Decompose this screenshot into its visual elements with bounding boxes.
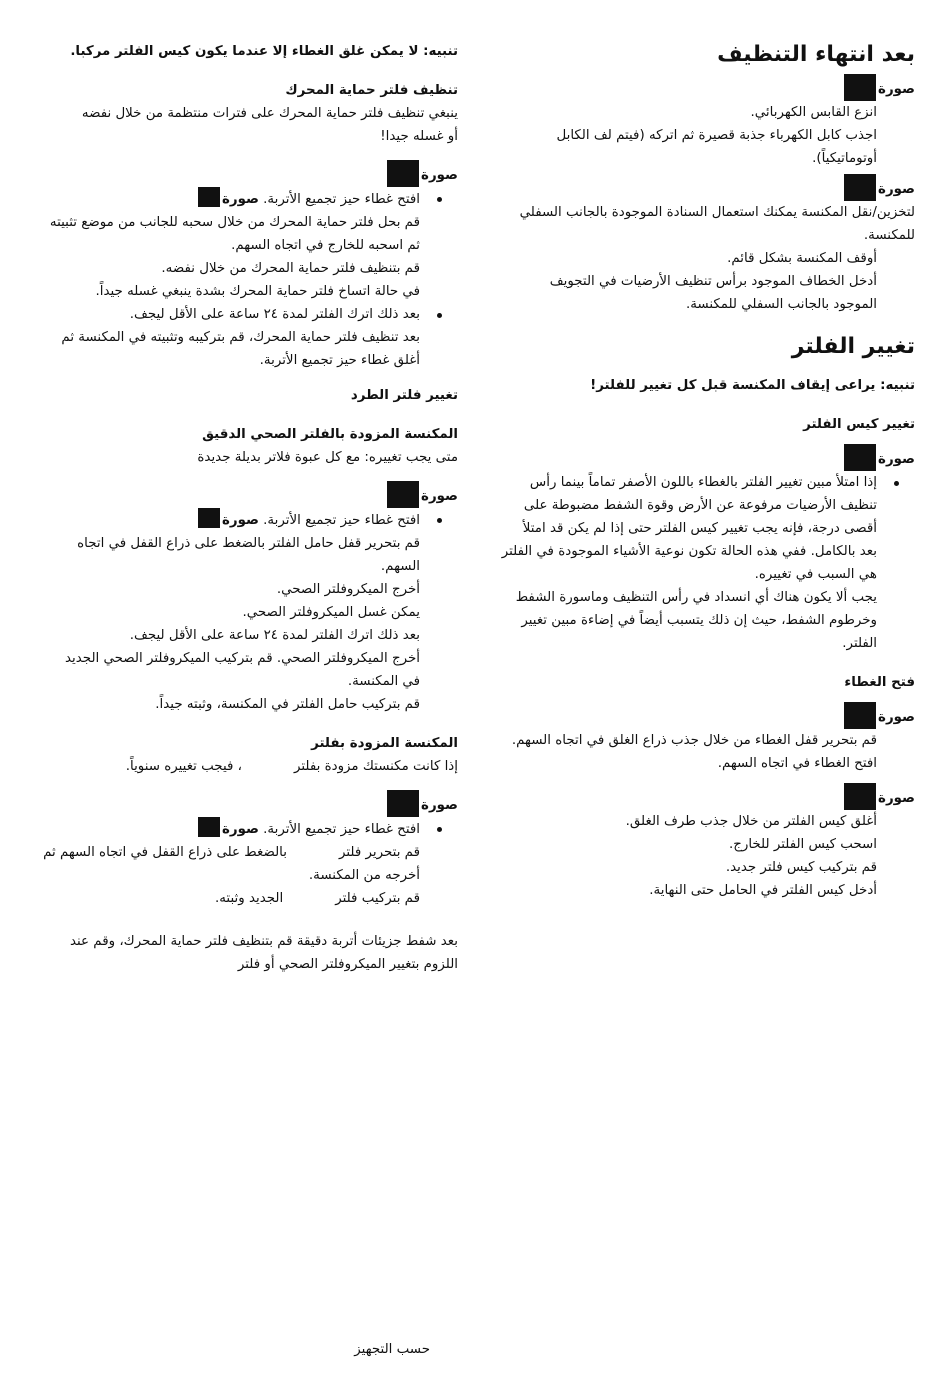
paragraph: لتخزين/نقل المكنسة يمكنك استعمال السنادة الموجودة بالجانب السفلي bbox=[519, 205, 915, 220]
figure-image-placeholder bbox=[844, 174, 876, 201]
figure-image-placeholder bbox=[844, 783, 876, 810]
figure-image-placeholder bbox=[844, 74, 876, 101]
paragraph: أغلق غطاء حيز تجميع الأتربة. bbox=[259, 353, 420, 368]
note-cover: تنبيه: لا يمكن غلق الغطاء إلا عندما يكون كيس الفلتر مركبا. bbox=[70, 44, 458, 59]
paragraph: الفلتر. bbox=[842, 636, 877, 651]
paragraph: أخرج الميكروفلتر الصحي. bbox=[276, 582, 420, 597]
title-after-cleaning: بعد انتهاء التنظيف bbox=[717, 42, 915, 67]
figure-image-placeholder bbox=[198, 817, 220, 837]
bullet-item: افتح غطاء حيز تجميع الأتربة. صورة bbox=[33, 508, 458, 532]
heading-bag-change: تغيير كيس الفلتر bbox=[803, 417, 915, 432]
figure-ref: صورة bbox=[33, 160, 458, 187]
bullet-item: افتح غطاء حيز تجميع الأتربة. صورة bbox=[33, 187, 458, 211]
bullet-item: افتح غطاء حيز تجميع الأتربة. صورة bbox=[33, 817, 458, 841]
figure-image-placeholder bbox=[387, 160, 419, 187]
figure-ref: صورة bbox=[487, 74, 915, 101]
paragraph: اجذب كابل الكهرباء جذبة قصيرة ثم اتركه (فيتم لف الكابل bbox=[556, 128, 877, 143]
paragraph: اسحب كيس الفلتر للخارج. bbox=[728, 837, 877, 852]
paragraph: السهم. bbox=[380, 559, 420, 574]
bullet-item: إذا امتلأ مبين تغيير الفلتر بالغطاء باللون الأصفر تماماً بينما رأس bbox=[487, 471, 915, 494]
paragraph: وخرطوم الشفط، حيث إن ذلك يتسبب أيضاً في إضاءة مبين تغيير bbox=[521, 613, 877, 628]
paragraph: أخرج الميكروفلتر الصحي. قم بتركيب الميكروفلتر الصحي الجديد bbox=[65, 651, 420, 666]
paragraph: يمكن غسل الميكروفلتر الصحي. bbox=[242, 605, 420, 620]
paragraph: ثم اسحبه للخارج في اتجاه السهم. bbox=[231, 238, 420, 253]
heading-motor-filter: تنظيف فلتر حماية المحرك bbox=[285, 83, 458, 98]
paragraph: متى يجب تغييره: مع كل عبوة فلاتر بديلة جديدة bbox=[197, 450, 458, 465]
paragraph: أوتوماتيكياً). bbox=[812, 151, 877, 166]
paragraph: بعد تنظيف فلتر حماية المحرك، قم بتركيبه وتثبيته في المكنسة ثم bbox=[61, 330, 420, 345]
figure-image-placeholder bbox=[844, 702, 876, 729]
paragraph: بعد شفط جزيئات أتربة دقيقة قم بتنظيف فلتر حماية المحرك، وقم عند bbox=[69, 934, 458, 949]
paragraph: انزع القابس الكهربائي. bbox=[750, 105, 877, 120]
note-filter-change: تنبيه: يراعى إيقاف المكنسة قبل كل تغيير للفلتر! bbox=[590, 378, 915, 393]
heading-with-filter: المكنسة المزودة بفلتر bbox=[311, 736, 458, 751]
paragraph: هي السبب في تغييره. bbox=[754, 567, 877, 582]
paragraph: اللزوم بتغيير الميكروفلتر الصحي أو فلتر bbox=[237, 957, 458, 972]
paragraph: الموجود بالجانب السفلي للمكنسة. bbox=[685, 297, 877, 312]
figure-ref: صورة bbox=[33, 481, 458, 508]
paragraph: بعد ذلك اترك الفلتر لمدة ٢٤ ساعة على الأقل ليجف. bbox=[129, 628, 420, 643]
paragraph: قم بتحرير قفل حامل الفلتر بالضغط على ذراع القفل في اتجاه bbox=[77, 536, 420, 551]
paragraph: قم بتركيب فلترالجديد وثبته. bbox=[214, 891, 420, 906]
figure-image-placeholder bbox=[387, 481, 419, 508]
paragraph: للمكنسة. bbox=[863, 228, 915, 243]
figure-ref: صورة bbox=[487, 702, 915, 729]
left-column bbox=[33, 40, 458, 976]
paragraph: أوقف المكنسة بشكل قائم. bbox=[727, 251, 877, 266]
figure-image-placeholder bbox=[844, 444, 876, 471]
figure-image-placeholder bbox=[198, 508, 220, 528]
paragraph: قم بتركيب حامل الفلتر في المكنسة، وثبته جيداً. bbox=[155, 697, 420, 712]
paragraph: أدخل الخطاف الموجود برأس تنظيف الأرضيات في التجويف bbox=[549, 274, 877, 289]
paragraph: أو غسله جيدا! bbox=[380, 129, 458, 144]
figure-ref: صورة bbox=[33, 790, 458, 817]
footer-note: حسب التجهيز bbox=[354, 1342, 430, 1357]
paragraph: أدخل كيس الفلتر في الحامل حتى النهاية. bbox=[649, 883, 877, 898]
paragraph: في حالة اتساخ فلتر حماية المحرك بشدة ينبغي غسله جيداً. bbox=[95, 284, 420, 299]
paragraph: في المكنسة. bbox=[347, 674, 420, 689]
paragraph: افتح الغطاء في اتجاه السهم. bbox=[717, 756, 877, 771]
paragraph: قم بتحرير فلتربالضغط على ذراع القفل في اتجاه السهم ثم bbox=[43, 845, 420, 860]
paragraph: قم بتنظيف فلتر حماية المحرك من خلال نفضه. bbox=[161, 261, 420, 276]
bullet-item: بعد ذلك اترك الفلتر لمدة ٢٤ ساعة على الأقل ليجف. bbox=[33, 303, 458, 326]
paragraph: قم بتركيب كيس فلتر جديد. bbox=[725, 860, 877, 875]
figure-ref: صورة bbox=[487, 174, 915, 201]
title-filter-change: تغيير الفلتر bbox=[791, 334, 915, 359]
heading-exhaust-change: تغيير فلتر الطرد bbox=[350, 388, 458, 403]
figure-image-placeholder bbox=[198, 187, 220, 207]
heading-micro: المكنسة المزودة بالفلتر الصحي الدقيق bbox=[202, 427, 458, 442]
paragraph: يجب ألا يكون هناك أي انسداد في رأس التنظيف وماسورة الشفط bbox=[515, 590, 877, 605]
paragraph: ينبغي تنظيف فلتر حماية المحرك على فترات منتظمة من خلال نفضه bbox=[81, 106, 458, 121]
figure-ref: صورة bbox=[487, 783, 915, 810]
paragraph: بعد بالكامل. ففي هذه الحالة تكون نوعية الأشياء الموجودة في الفلتر bbox=[501, 544, 877, 559]
figure-image-placeholder bbox=[387, 790, 419, 817]
paragraph: تنظيف الأرضيات مرفوعة عن الأرض وقوة الشفط مضبوطة على bbox=[523, 498, 877, 513]
heading-open-cover: فتح الغطاء bbox=[844, 675, 915, 690]
paragraph: أقصى درجة، فإنه يجب تغيير كيس الفلتر حتى إذا لم يكن قد امتلأ bbox=[522, 521, 877, 536]
paragraph: أغلق كيس الفلتر من خلال جذب طرف الغلق. bbox=[625, 814, 877, 829]
paragraph: أخرجه من المكنسة. bbox=[308, 868, 420, 883]
figure-ref: صورة bbox=[487, 444, 915, 471]
paragraph: قم بحل فلتر حماية المحرك من خلال سحبه للجانب من موضع تثبيته bbox=[49, 215, 420, 230]
paragraph: إذا كانت مكنستك مزودة بفلتر، فيجب تغييره سنوياً. bbox=[125, 759, 458, 774]
right-column bbox=[487, 40, 915, 902]
paragraph: قم بتحرير قفل الغطاء من خلال جذب ذراع الغلق في اتجاه السهم. bbox=[511, 733, 877, 748]
